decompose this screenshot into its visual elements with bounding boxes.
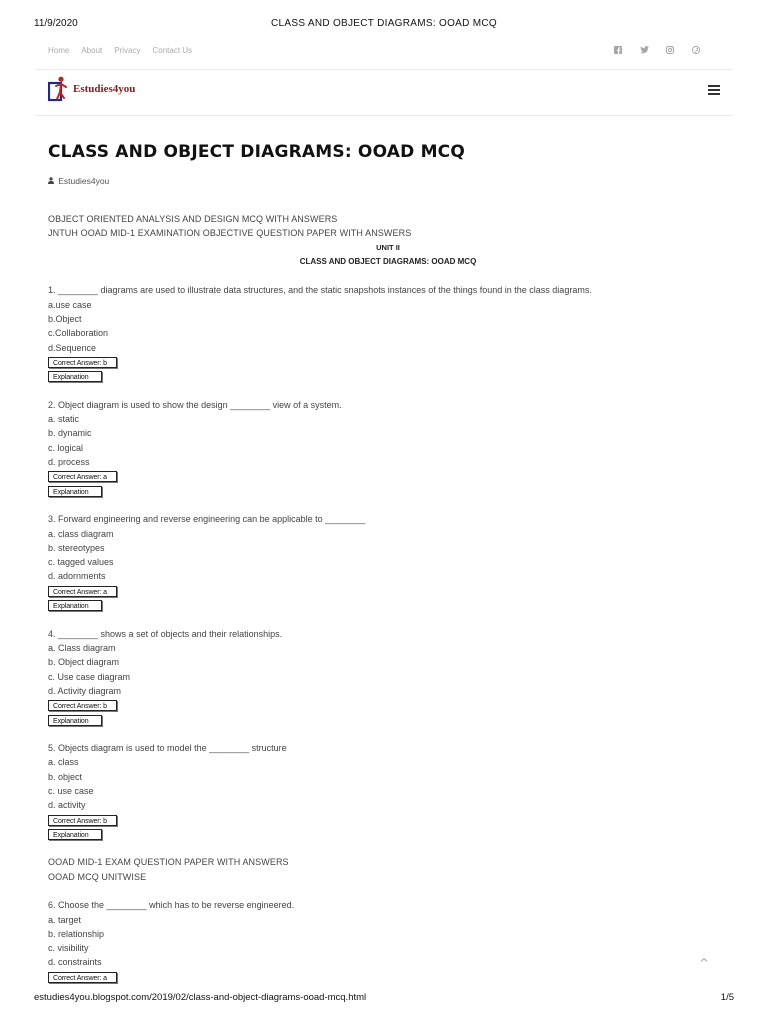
scroll-to-top-icon[interactable] [700,954,708,964]
question-text: 4. ________ shows a set of objects and their relationships. [48,628,283,639]
option: c. use case [48,785,94,796]
mid-note-2: OOAD MCQ UNITWISE [48,871,147,882]
pinterest-icon[interactable] [690,46,702,56]
intro-line-1: OBJECT ORIENTED ANALYSIS AND DESIGN MCQ WITH ANSWERS [48,214,338,224]
question-text: 3. Forward engineering and reverse engineering can be applicable to ________ [48,514,366,525]
nav-home[interactable]: Home [48,46,70,55]
section-heading: CLASS AND OBJECT DIAGRAMS: OOAD MCQ [299,256,477,266]
correct-answer-button[interactable]: Correct Answer: a [48,471,117,482]
option: d. adornments [48,571,106,582]
option: b. stereotypes [48,542,105,553]
correct-answer-button[interactable]: Correct Answer: b [48,700,117,711]
explanation-button[interactable]: Explanation [48,600,102,611]
author-name: Estudies4you [58,176,110,186]
question-block-2 [48,398,728,498]
option: b.Object [48,314,82,325]
option: b. object [48,771,83,782]
unit-heading: UNIT II [376,242,400,252]
option: d. Activity diagram [48,685,122,696]
question-text: 2. Object diagram is used to show the design ________ view of a system. [48,399,342,410]
explanation-button[interactable]: Explanation [48,829,102,840]
option: c. logical [48,442,84,453]
option: a. static [48,414,80,425]
question-block-1 [48,283,728,383]
print-footer [34,992,734,1006]
print-url: estudies4you.blogspot.com/2019/02/class-and-object-diagrams-ooad-mcq.html [34,992,367,1003]
top-bar [48,42,720,66]
option: b. relationship [48,928,105,939]
print-header [34,18,734,32]
option: c. visibility [48,943,89,954]
option: d. constraints [48,957,102,968]
question-block-5 [48,741,728,841]
brand-divider [36,115,732,116]
option: a. class [48,757,79,768]
top-nav [48,46,192,55]
page-title: CLASS AND OBJECT DIAGRAMS: OOAD MCQ [48,142,466,162]
print-date: 11/9/2020 [34,18,78,29]
social-links [612,46,702,56]
question-block-6 [48,898,728,984]
nav-privacy[interactable]: Privacy [114,46,141,55]
option: c. tagged values [48,557,114,568]
print-title: CLASS AND OBJECT DIAGRAMS: OOAD MCQ [271,18,497,29]
page-number: 1/5 [720,992,734,1003]
option: c.Collaboration [48,328,109,339]
option: b. Object diagram [48,657,120,668]
facebook-icon[interactable] [612,46,624,56]
explanation-button[interactable]: Explanation [48,486,102,497]
correct-answer-button[interactable]: Correct Answer: b [48,357,117,368]
question-block-4 [48,627,728,727]
instagram-icon[interactable] [664,46,676,56]
correct-answer-button[interactable]: Correct Answer: a [48,586,117,597]
option: c. Use case diagram [48,671,131,682]
explanation-button[interactable]: Explanation [48,715,102,726]
nav-about[interactable]: About [81,46,103,55]
header-divider [36,69,732,70]
hamburger-menu-icon[interactable] [708,85,720,95]
option: d.Sequence [48,342,97,353]
option: d. activity [48,800,86,811]
question-text: 1. ________ diagrams are used to illustrate data structures, and the static snapshots instances of the things found in the class diagrams. [48,285,592,296]
option: a. Class diagram [48,642,116,653]
question-text: 6. Choose the ________ which has to be reverse engineered. [48,900,295,911]
option: a. class diagram [48,528,114,539]
mid-note-1: OOAD MID-1 EXAM QUESTION PAPER WITH ANSWERS [48,857,289,868]
site-logo[interactable] [48,74,135,104]
option: b. dynamic [48,428,92,439]
user-icon [48,177,56,186]
logo-icon [48,76,70,102]
nav-contact-us[interactable]: Contact Us [152,46,193,55]
question-text: 5. Objects diagram is used to model the ________ structure [48,742,287,753]
post-author[interactable] [48,176,109,186]
correct-answer-button[interactable]: Correct Answer: a [48,972,117,983]
option: a. target [48,914,82,925]
question-block-3 [48,512,728,612]
intro-line-2: JNTUH OOAD MID-1 EXAMINATION OBJECTIVE QUESTION PAPER WITH ANSWERS [48,228,412,239]
twitter-icon[interactable] [638,46,650,56]
correct-answer-button[interactable]: Correct Answer: b [48,815,117,826]
brand-name: Estudies4you [73,83,136,95]
option: d. process [48,457,90,468]
post-body [48,212,728,984]
explanation-button[interactable]: Explanation [48,371,102,382]
option: a.use case [48,299,92,310]
